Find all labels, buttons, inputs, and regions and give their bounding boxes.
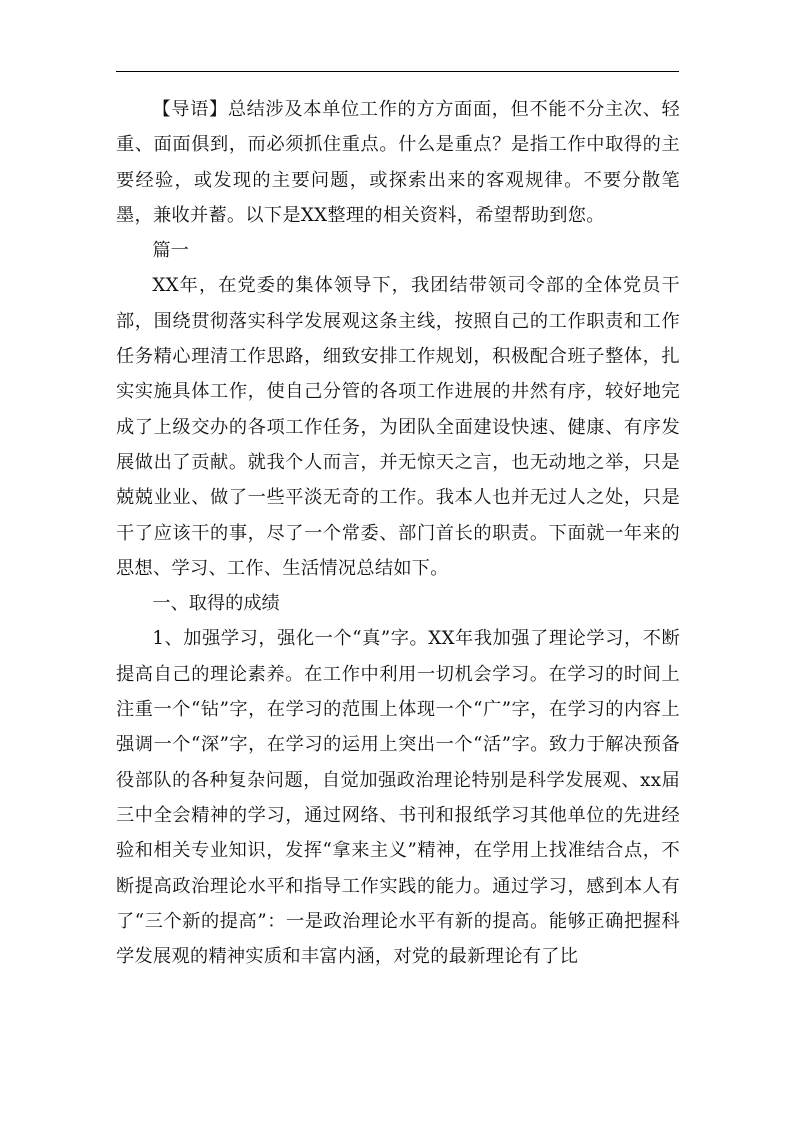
intro-paragraph: 【导语】总结涉及本单位工作的方方面面，但不能不分主次、轻重、面面俱到，而必须抓住重点。什么是重点？是指工作中取得的主要经验，或发现的主要问题，或探索出来的客观规律。不要分散笔墨，兼收并蓄。以下是XX整理的相关资料，希望帮助到您。 — [116, 99, 680, 226]
section-heading: 篇一 — [152, 240, 189, 262]
document-body — [116, 92, 680, 974]
subheading-achievements: 一、取得的成绩 — [152, 593, 280, 615]
body-paragraph-1: XX年，在党委的集体领导下，我团结带领司令部的全体党员干部，围绕贯彻落实科学发展观这条主线，按照自己的工作职责和工作任务精心理清工作思路，细致安排工作规划，积极配合班子整体，扎实实施具体工作，使自己分管的各项工作进展的井然有序，较好地完成了上级交办的各项工作任务，为团队全面建设快速、健康、有序发展做出了贡献。就我个人而言，并无惊天之言，也无动地之举，只是兢兢业业、做了一些平淡无奇的工作。我本人也并无过人之处，只是干了应该干的事，尽了一个常委、部门首长的职责。下面就一年来的思想、学习、工作、生活情况总结如下。 — [116, 275, 680, 579]
header-rule — [116, 71, 679, 72]
body-paragraph-2: 1、加强学习，强化一个“真”字。XX年我加强了理论学习，不断提高自己的理论素养。在工作中利用一切机会学习。在学习的时间上注重一个“钻”字，在学习的范围上体现一个“广”字，在学习的内容上强调一个“深”字，在学习的运用上突出一个“活”字。致力于解决预备役部队的各种复杂问题，自觉加强政治理论特别是科学发展观、xx届三中全会精神的学习，通过网络、书刊和报纸学习其他单位的先进经验和相关专业知识，发挥“拿来主义”精神，在学用上找准结合点，不断提高政治理论水平和指导工作实践的能力。通过学习，感到本人有了“三个新的提高”：一是政治理论水平有新的提高。能够正确把握科学发展观的精神实质和丰富内涵，对党的最新理论有了比 — [116, 628, 680, 968]
